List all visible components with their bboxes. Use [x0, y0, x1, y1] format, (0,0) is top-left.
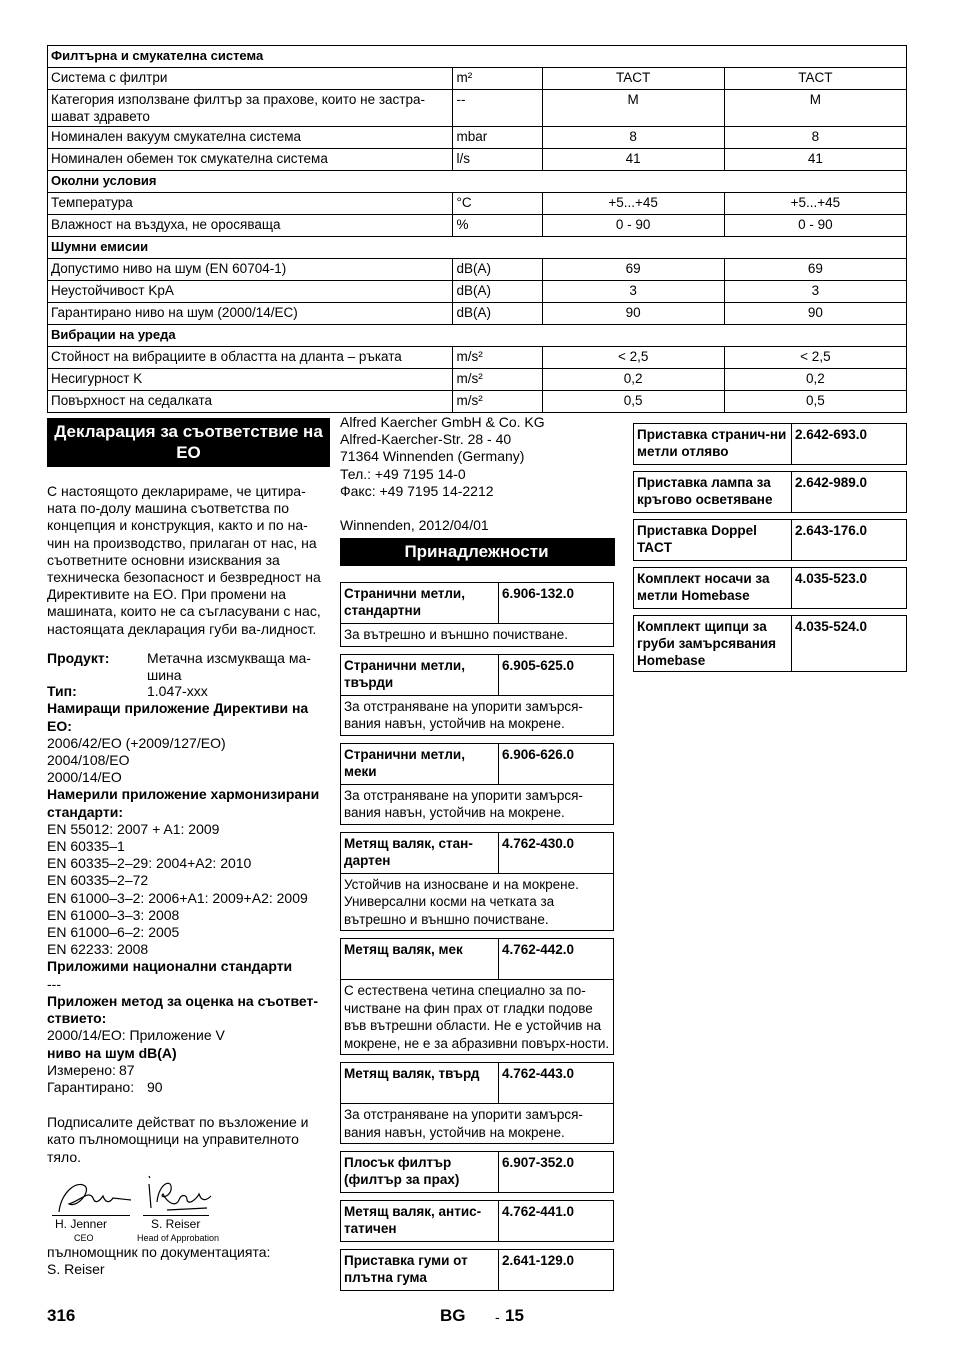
accessory-description: За отстраняване на упорити замърся-вания навън, устойчив на мокрене.: [341, 1104, 614, 1144]
signatory-1-name: H. Jenner: [55, 1216, 108, 1231]
spec-unit: dB(A): [453, 259, 542, 281]
accessory-desc-row: [341, 980, 614, 1055]
spec-section-row: [48, 237, 907, 259]
accessory-name: Метящ валяк, стан-дартен: [341, 832, 499, 873]
accessory-header-row: [634, 616, 907, 672]
spec-row: [48, 193, 907, 215]
accessory-header-row: [341, 1201, 614, 1242]
accessory-item: [340, 654, 614, 736]
spec-label: Влажност на въздуха, не оросяваща: [48, 215, 453, 237]
accessory-header-row: [341, 654, 614, 695]
company-line: Факс: +49 7195 14-2212: [340, 482, 494, 499]
spec-row: [48, 303, 907, 325]
accessory-code: 6.905-625.0: [499, 654, 614, 695]
accessory-code: 4.762-430.0: [499, 832, 614, 873]
guaranteed-label: Гарантирано:: [47, 1078, 135, 1095]
product-label: Продукт:: [47, 649, 110, 666]
accessory-description: За вътрешно и външно почистване.: [341, 624, 614, 647]
declaration-column: [47, 418, 330, 1278]
accessory-description: За отстраняване на упорити замърся-вания навън, устойчив на мокрене.: [341, 784, 614, 824]
spec-value-1: 41: [542, 149, 724, 171]
spec-label: Несигурност K: [48, 369, 453, 391]
spec-value-2: 0 - 90: [724, 215, 906, 237]
company-line: Alfred-Kaercher-Str. 28 - 40: [340, 431, 512, 448]
doc-agent-label: пълномощник по документацията:: [47, 1243, 271, 1260]
spec-label: Неустойчивост KpA: [48, 281, 453, 303]
accessory-item: [633, 519, 907, 561]
spec-value-1: < 2,5: [542, 347, 724, 369]
accessory-header-row: [341, 1250, 614, 1291]
spec-value-1: TACT: [542, 68, 724, 90]
type-row: [47, 683, 330, 700]
accessory-code: 2.643-176.0: [792, 520, 907, 561]
measured-row: [47, 1062, 330, 1079]
spec-label: Повърхност на седалката: [48, 391, 453, 413]
spec-row: [48, 369, 907, 391]
guaranteed-row: [47, 1079, 330, 1096]
spec-value-2: 3: [724, 281, 906, 303]
standards-list: [47, 821, 330, 959]
spec-section-row: [48, 46, 907, 68]
company-line: Тел.: +49 7195 14-0: [340, 465, 466, 482]
signatory-2-role: Head of Approbation: [137, 1232, 220, 1243]
spec-unit: °C: [453, 193, 542, 215]
accessory-header-row: [634, 520, 907, 561]
spec-value-1: 8: [542, 127, 724, 149]
signature-block: [47, 1172, 330, 1260]
accessory-name: Приставка гуми от плътна гума: [341, 1250, 499, 1291]
doc-agent-name: S. Reiser: [47, 1260, 105, 1277]
accessory-code: 4.762-442.0: [499, 939, 614, 980]
spec-row: [48, 347, 907, 369]
measured-value: 87: [119, 1061, 135, 1078]
noise-level-label: ниво на шум dB(A): [47, 1044, 177, 1061]
accessory-header-row: [341, 1152, 614, 1193]
standard-item: EN 60335–2–29: 2004+A2: 2010: [47, 855, 252, 872]
spec-section-label: Филтърна и смукателна система: [48, 46, 907, 68]
spec-value-1: 0,5: [542, 391, 724, 413]
spec-value-1: +5...+45: [542, 193, 724, 215]
spec-row: [48, 259, 907, 281]
accessory-name: Приставка лампа за кръгово осветяване: [634, 472, 792, 513]
accessories-heading: Принадлежности: [340, 538, 615, 566]
accessory-header-row: [341, 583, 614, 624]
directive-item: 2004/108/EO: [47, 752, 130, 769]
accessory-name: Комплект щипци за груби замърсявания Homebase: [634, 616, 792, 672]
spec-unit: dB(A): [453, 303, 542, 325]
accessory-code: 4.035-523.0: [792, 568, 907, 609]
accessory-name: Плосък филтър (филтър за прах): [341, 1152, 499, 1193]
accessory-desc-row: [341, 1104, 614, 1144]
national-standards-label: Приложими национални стандарти: [47, 958, 293, 975]
accessory-item: [340, 938, 614, 1055]
spec-unit: m/s²: [453, 369, 542, 391]
spec-value-2: 41: [724, 149, 906, 171]
accessory-code: 2.642-693.0: [792, 424, 907, 465]
place-date: Winnenden, 2012/04/01: [340, 517, 489, 534]
spec-unit: %: [453, 215, 542, 237]
signatory-1-role: CEO: [74, 1232, 94, 1243]
spec-value-1: 3: [542, 281, 724, 303]
accessory-header-row: [341, 832, 614, 873]
accessory-name: Метящ валяк, мек: [341, 939, 499, 980]
method-value: 2000/14/EO: Приложение V: [47, 1027, 225, 1044]
accessory-description: Устойчив на износване и на мокрене. Универсални косми на четката за вътрешно и външно почистване.: [341, 873, 614, 931]
spec-row: [48, 391, 907, 413]
spec-section-label: Околни условия: [48, 171, 907, 193]
measured-label: Измерено:: [47, 1061, 116, 1078]
right-column: [633, 423, 907, 678]
spec-value-2: < 2,5: [724, 347, 906, 369]
spec-unit: mbar: [453, 127, 542, 149]
spec-label: Гарантирано ниво на шум (2000/14/EC): [48, 303, 453, 325]
spec-value-2: 8: [724, 127, 906, 149]
spec-unit: m/s²: [453, 391, 542, 413]
accessory-header-row: [341, 743, 614, 784]
national-standards-value: ---: [47, 975, 61, 992]
accessory-item: [633, 423, 907, 465]
declaration-intro: С настоящото декларираме, че цитира-ната по-долу машина съответства по концепция и конструкция, както и по на-чин на производство, прилаган от нас, на съответните основни изисквания за техническа безопасност и безвредност на Директивите на ЕО. При промени на машината, които не са съгласувани с нас, настоящата декларация губи ва-лидност.: [47, 483, 321, 637]
accessory-desc-row: [341, 873, 614, 931]
accessory-code: 2.642-989.0: [792, 472, 907, 513]
accessory-code: 4.762-443.0: [499, 1063, 614, 1104]
accessory-item: [340, 743, 614, 825]
accessory-code: 6.906-626.0: [499, 743, 614, 784]
accessories-list: [340, 582, 615, 1291]
spec-section-label: Вибрации на уреда: [48, 325, 907, 347]
product-value: Метачна изсмукваща ма-шина: [147, 649, 311, 684]
spec-value-2: 0,2: [724, 369, 906, 391]
spec-label: Температура: [48, 193, 453, 215]
accessory-desc-row: [341, 624, 614, 647]
accessory-item: [340, 1062, 614, 1144]
standard-item: EN 61000–3–2: 2006+A1: 2009+A2: 2009: [47, 889, 308, 906]
spec-value-2: TACT: [724, 68, 906, 90]
accessory-item: [633, 471, 907, 513]
standard-item: EN 61000–3–3: 2008: [47, 906, 180, 923]
accessory-header-row: [634, 568, 907, 609]
spec-unit: m²: [453, 68, 542, 90]
spec-label: Номинален вакуум смукателна система: [48, 127, 453, 149]
standard-item: EN 61000–6–2: 2005: [47, 924, 180, 941]
accessory-header-row: [341, 1063, 614, 1104]
directives-label: Намиращи приложение Директиви на ЕО:: [47, 700, 309, 734]
accessory-name: Метящ валяк, антис-татичен: [341, 1201, 499, 1242]
spec-label: Категория използване филтър за прахове, които не застра-шават здравето: [48, 90, 453, 127]
accessory-code: 2.641-129.0: [499, 1250, 614, 1291]
standards-label: Намерили приложение хармонизирани стандарти:: [47, 786, 320, 820]
accessory-item: [340, 1249, 614, 1291]
spec-value-2: 0,5: [724, 391, 906, 413]
standard-item: EN 60335–1: [47, 838, 125, 855]
guaranteed-value: 90: [147, 1078, 163, 1095]
spec-section-row: [48, 325, 907, 347]
spec-value-2: +5...+45: [724, 193, 906, 215]
spec-value-2: 69: [724, 259, 906, 281]
spec-value-1: 69: [542, 259, 724, 281]
spec-row: [48, 90, 907, 127]
company-line: Alfred Kaercher GmbH & Co. KG: [340, 414, 545, 430]
spec-value-1: 0 - 90: [542, 215, 724, 237]
type-value: 1.047-xxx: [147, 683, 208, 700]
spec-unit: l/s: [453, 149, 542, 171]
accessory-name: Странични метли, стандартни: [341, 583, 499, 624]
spec-value-1: 90: [542, 303, 724, 325]
spec-section-label: Шумни емисии: [48, 237, 907, 259]
accessory-code: 6.907-352.0: [499, 1152, 614, 1193]
accessory-name: Метящ валяк, твърд: [341, 1063, 499, 1104]
spec-label: Номинален обемен ток смукателна система: [48, 149, 453, 171]
directive-item: 2006/42/EO (+2009/127/EO): [47, 734, 226, 751]
spec-value-1: M: [542, 90, 724, 127]
accessory-name: Странични метли, меки: [341, 743, 499, 784]
accessory-description: С естествена четина специално за по-чистване на фин прах от гладки подове във вътрешни области. Не е устойчив на мокрене, не е за абразивни повърх-ности.: [341, 980, 614, 1055]
accessory-code: 4.762-441.0: [499, 1201, 614, 1242]
language-code: BG: [440, 1306, 466, 1325]
accessory-code: 4.035-524.0: [792, 616, 907, 672]
accessory-description: За отстраняване на упорити замърся-вания навън, устойчив на мокрене.: [341, 695, 614, 735]
spec-row: [48, 281, 907, 303]
standard-item: EN 60335–2–72: [47, 872, 149, 889]
accessories-list-right: [633, 423, 907, 672]
spec-label: Допустимо ниво на шум (EN 60704-1): [48, 259, 453, 281]
accessory-code: 6.906-132.0: [499, 583, 614, 624]
technical-data-table: [47, 45, 907, 413]
spec-value-2: M: [724, 90, 906, 127]
product-row: [47, 650, 330, 684]
spec-row: [48, 149, 907, 171]
signatory-2-name: S. Reiser: [151, 1216, 201, 1231]
signatories-note: Подписалите действат по възложение и като пълномощници на управителното тяло.: [47, 1114, 309, 1165]
accessory-header-row: [341, 939, 614, 980]
standard-item: EN 62233: 2008: [47, 941, 149, 958]
type-label: Тип:: [47, 683, 77, 700]
standard-item: EN 55012: 2007 + A1: 2009: [47, 820, 220, 837]
accessory-desc-row: [341, 784, 614, 824]
accessory-item: [340, 582, 614, 647]
spec-row: [48, 215, 907, 237]
spec-unit: --: [453, 90, 542, 127]
footer-separator: -: [495, 1309, 500, 1325]
declaration-heading: Декларация за съответствие на ЕО: [47, 418, 330, 467]
company-line: 71364 Winnenden (Germany): [340, 448, 525, 465]
accessory-header-row: [634, 472, 907, 513]
directive-item: 2000/14/EO: [47, 769, 122, 786]
spec-value-1: 0,2: [542, 369, 724, 391]
accessory-item: [633, 567, 907, 609]
spec-unit: dB(A): [453, 281, 542, 303]
spec-row: [48, 68, 907, 90]
accessory-name: Комплект носачи за метли Homebase: [634, 568, 792, 609]
spec-label: Стойност на вибрациите в областта на дланта – ръката: [48, 347, 453, 369]
accessory-item: [340, 832, 614, 932]
spec-label: Система с филтри: [48, 68, 453, 90]
middle-column: [340, 414, 615, 1298]
accessory-item: [633, 615, 907, 672]
accessory-name: Приставка Doppel TACT: [634, 520, 792, 561]
accessory-name: Приставка странич-ни метли отляво: [634, 424, 792, 465]
accessory-header-row: [634, 424, 907, 465]
spec-section-row: [48, 171, 907, 193]
method-label: Приложен метод за оценка на съответ-ствието:: [47, 992, 319, 1027]
spec-row: [48, 127, 907, 149]
page-number: 316: [47, 1306, 76, 1325]
accessory-name: Странични метли, твърди: [341, 654, 499, 695]
sub-page-number: 15: [505, 1306, 524, 1325]
accessory-item: [340, 1151, 614, 1193]
spec-value-2: 90: [724, 303, 906, 325]
company-address: [340, 414, 615, 500]
spec-unit: m/s²: [453, 347, 542, 369]
accessory-desc-row: [341, 695, 614, 735]
directives-list: [47, 735, 330, 787]
accessory-item: [340, 1200, 614, 1242]
